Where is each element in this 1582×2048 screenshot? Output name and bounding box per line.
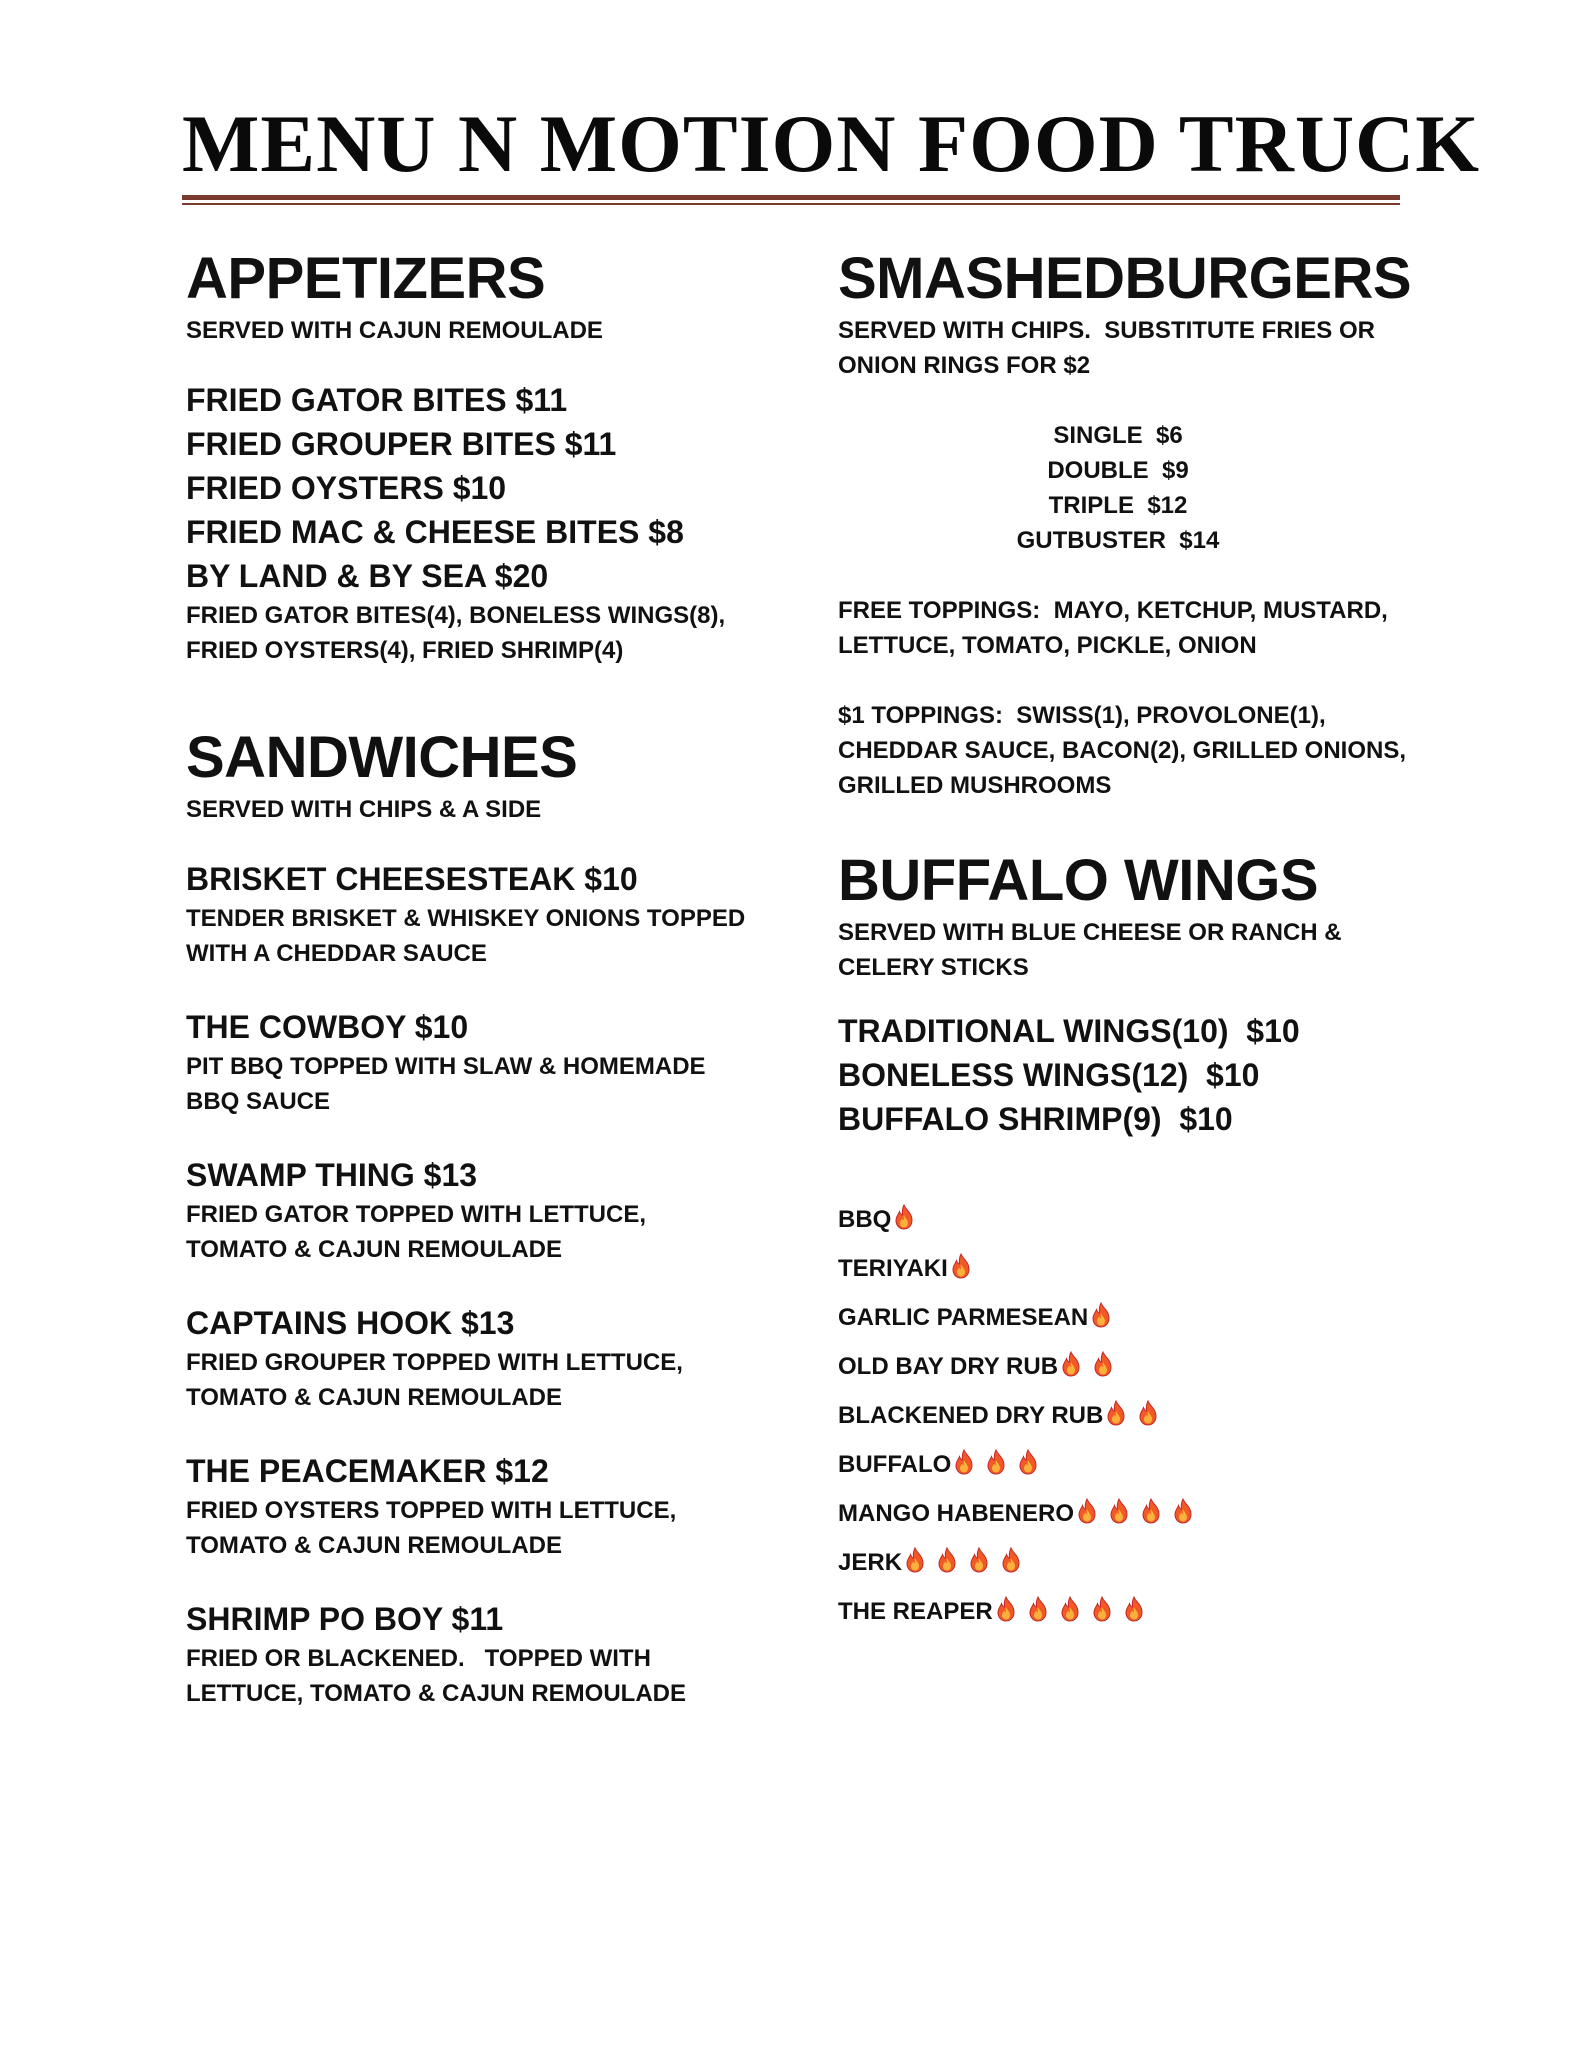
fire-icon	[1059, 1596, 1081, 1622]
wings-note: CELERY STICKS	[838, 954, 1029, 981]
appetizers-section	[186, 245, 786, 668]
flavor-row	[838, 1438, 1438, 1487]
heat-rating	[1076, 1487, 1204, 1532]
burger-size: SINGLE $6	[1053, 422, 1183, 449]
flavor-name: OLD BAY DRY RUB	[838, 1353, 1059, 1380]
fire-icon	[985, 1449, 1007, 1475]
appetizer-item: BY LAND & BY SEA $20	[186, 558, 549, 594]
sandwich-desc: LETTUCE, TOMATO & CAJUN REMOULADE	[186, 1680, 687, 1707]
heat-rating	[893, 1193, 925, 1238]
flavor-list	[838, 1193, 1438, 1634]
sandwich-name: CAPTAINS HOOK $13	[186, 1305, 515, 1341]
flavor-name: THE REAPER	[838, 1598, 993, 1625]
sandwich-desc: WITH A CHEDDAR SAUCE	[186, 940, 487, 967]
fire-icon	[1105, 1400, 1127, 1426]
fire-icon	[1140, 1498, 1162, 1524]
fire-icon	[1091, 1596, 1113, 1622]
paid-toppings: $1 TOPPINGS: SWISS(1), PROVOLONE(1),	[838, 702, 1326, 729]
sandwich-desc: TENDER BRISKET & WHISKEY ONIONS TOPPED	[186, 905, 746, 932]
sandwich-desc: TOMATO & CAJUN REMOULADE	[186, 1236, 563, 1263]
wing-item: BUFFALO SHRIMP(9) $10	[838, 1101, 1233, 1137]
sandwich-name: THE PEACEMAKER $12	[186, 1453, 549, 1489]
fire-icon	[904, 1547, 926, 1573]
sandwich-name: THE COWBOY $10	[186, 1009, 469, 1045]
free-toppings: LETTUCE, TOMATO, PICKLE, ONION	[838, 632, 1257, 659]
heat-rating	[1105, 1389, 1169, 1434]
burger-sizes	[838, 418, 1398, 558]
sandwich-desc: PIT BBQ TOPPED WITH SLAW & HOMEMADE	[186, 1053, 706, 1080]
flavor-row	[838, 1536, 1438, 1585]
appetizer-item: FRIED GATOR BITES $11	[186, 382, 568, 418]
appetizer-item: FRIED GROUPER BITES $11	[186, 426, 617, 462]
appetizer-item: FRIED OYSTERS $10	[186, 470, 507, 506]
burgers-section	[838, 245, 1438, 803]
heat-rating	[950, 1242, 982, 1287]
heat-rating	[953, 1438, 1049, 1483]
flavor-name: BUFFALO	[838, 1451, 952, 1478]
flavor-row	[838, 1242, 1438, 1291]
sandwich-desc: TOMATO & CAJUN REMOULADE	[186, 1532, 563, 1559]
fire-icon	[950, 1253, 972, 1279]
appetizer-item: FRIED MAC & CHEESE BITES $8	[186, 514, 684, 550]
burger-size: DOUBLE $9	[1047, 457, 1189, 484]
fire-icon	[953, 1449, 975, 1475]
title-rule-thick	[182, 195, 1400, 200]
fire-icon	[893, 1204, 915, 1230]
page-title: MENU N MOTION FOOD TRUCK	[182, 98, 1481, 189]
wing-item: BONELESS WINGS(12) $10	[838, 1057, 1260, 1093]
paid-toppings: CHEDDAR SAUCE, BACON(2), GRILLED ONIONS,	[838, 737, 1407, 764]
right-column	[838, 245, 1438, 1634]
sandwiches-section	[186, 724, 786, 1711]
heat-rating	[1060, 1340, 1124, 1385]
fire-icon	[995, 1596, 1017, 1622]
sandwich-desc: TOMATO & CAJUN REMOULADE	[186, 1384, 563, 1411]
sandwich-desc: BBQ SAUCE	[186, 1088, 331, 1115]
fire-icon	[1137, 1400, 1159, 1426]
burgers-note: ONION RINGS FOR $2	[838, 352, 1091, 379]
combo-description: FRIED OYSTERS(4), FRIED SHRIMP(4)	[186, 637, 624, 664]
flavor-row	[838, 1389, 1438, 1438]
fire-icon	[968, 1547, 990, 1573]
wings-section	[838, 847, 1438, 1634]
flavor-row	[838, 1291, 1438, 1340]
sandwiches-heading: SANDWICHES	[186, 725, 578, 790]
sandwich-name: BRISKET CHEESESTEAK $10	[186, 861, 638, 897]
flavor-row	[838, 1340, 1438, 1389]
combo-description: FRIED GATOR BITES(4), BONELESS WINGS(8),	[186, 602, 726, 629]
fire-icon	[1090, 1302, 1112, 1328]
sandwich-name: SHRIMP PO BOY $11	[186, 1601, 504, 1637]
flavor-row	[838, 1487, 1438, 1536]
flavor-name: BBQ	[838, 1206, 892, 1233]
flavor-row	[838, 1585, 1438, 1634]
fire-icon	[1172, 1498, 1194, 1524]
wings-heading: BUFFALO WINGS	[838, 848, 1319, 913]
heat-rating	[1090, 1291, 1122, 1336]
title-rule-thin	[182, 203, 1400, 205]
burgers-heading: SMASHEDBURGERS	[838, 246, 1412, 311]
free-toppings: FREE TOPPINGS: MAYO, KETCHUP, MUSTARD,	[838, 597, 1388, 624]
sandwich-desc: FRIED GROUPER TOPPED WITH LETTUCE,	[186, 1349, 683, 1376]
fire-icon	[1108, 1498, 1130, 1524]
fire-icon	[1123, 1596, 1145, 1622]
fire-icon	[1092, 1351, 1114, 1377]
burgers-note: SERVED WITH CHIPS. SUBSTITUTE FRIES OR	[838, 317, 1375, 344]
flavor-name: JERK	[838, 1549, 903, 1576]
sandwiches-note: SERVED WITH CHIPS & A SIDE	[186, 796, 542, 823]
fire-icon	[1000, 1547, 1022, 1573]
sandwich-desc: FRIED GATOR TOPPED WITH LETTUCE,	[186, 1201, 647, 1228]
wing-item: TRADITIONAL WINGS(10) $10	[838, 1013, 1300, 1049]
flavor-name: BLACKENED DRY RUB	[838, 1402, 1104, 1429]
fire-icon	[1060, 1351, 1082, 1377]
burger-size: TRIPLE $12	[1048, 492, 1188, 519]
sandwich-desc: FRIED OR BLACKENED. TOPPED WITH	[186, 1645, 651, 1672]
heat-rating	[995, 1585, 1155, 1630]
fire-icon	[936, 1547, 958, 1573]
left-column	[186, 245, 786, 1711]
paid-toppings: GRILLED MUSHROOMS	[838, 772, 1112, 799]
appetizers-heading: APPETIZERS	[186, 246, 546, 311]
appetizers-note: SERVED WITH CAJUN REMOULADE	[186, 317, 603, 344]
sandwich-desc: FRIED OYSTERS TOPPED WITH LETTUCE,	[186, 1497, 677, 1524]
fire-icon	[1017, 1449, 1039, 1475]
fire-icon	[1076, 1498, 1098, 1524]
fire-icon	[1027, 1596, 1049, 1622]
flavor-name: MANGO HABENERO	[838, 1500, 1075, 1527]
flavor-name: GARLIC PARMESEAN	[838, 1304, 1089, 1331]
heat-rating	[904, 1536, 1032, 1581]
flavor-name: TERIYAKI	[838, 1255, 948, 1282]
flavor-row	[838, 1193, 1438, 1242]
burger-size: GUTBUSTER $14	[1016, 527, 1220, 554]
wings-note: SERVED WITH BLUE CHEESE OR RANCH &	[838, 919, 1342, 946]
sandwich-name: SWAMP THING $13	[186, 1157, 478, 1193]
